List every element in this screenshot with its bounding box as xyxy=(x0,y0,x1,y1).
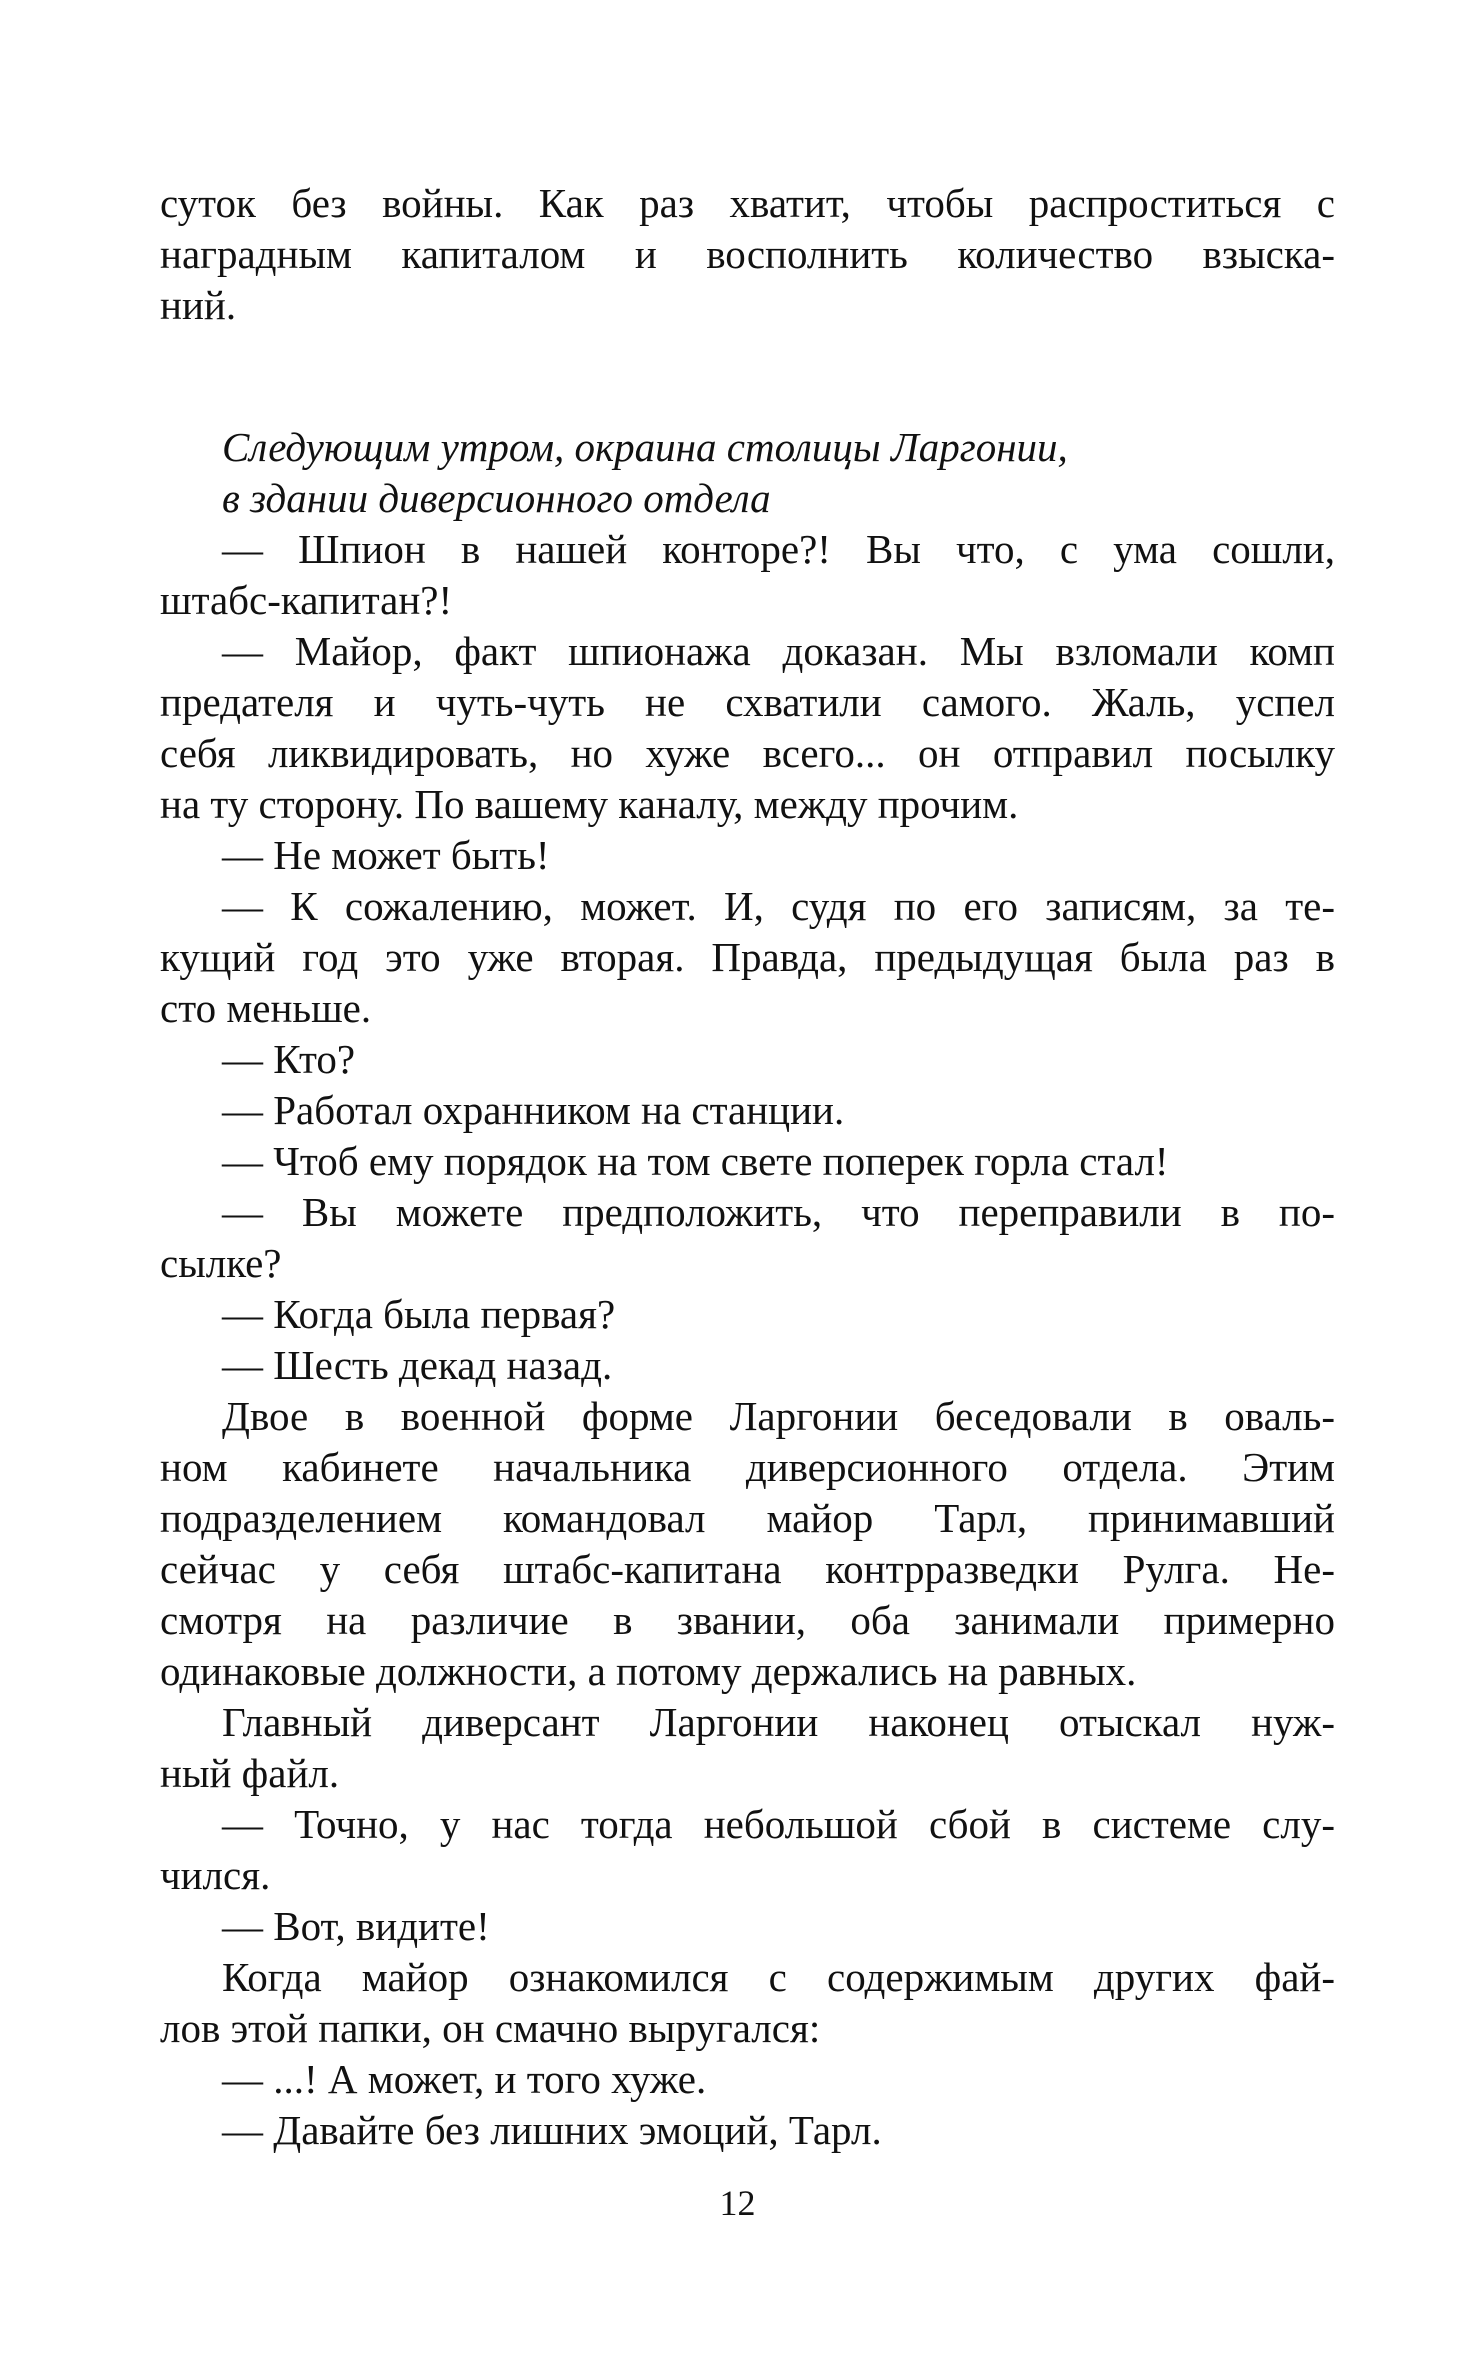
text-line: — Вот, видите! xyxy=(222,1903,490,1949)
text-line: ный файл. xyxy=(160,1750,340,1796)
text-line: — Шесть декад назад. xyxy=(222,1342,613,1388)
text-line: ном кабинете начальника диверсионного отдела. Этим xyxy=(160,1444,1335,1490)
text-line: — Не может быть! xyxy=(222,832,550,878)
text-line: Главный диверсант Ларгонии наконец отыскал нуж- xyxy=(222,1699,1335,1745)
text-line: — Шпион в нашей конторе?! Вы что, с ума сошли, xyxy=(222,526,1335,572)
text-line: подразделением командовал майор Тарл, принимавший xyxy=(160,1495,1335,1541)
section-heading-line: Следующим утром, окраина столицы Ларгонии, xyxy=(222,424,1068,470)
section-heading-line: в здании диверсионного отдела xyxy=(222,475,771,521)
text-line: Двое в военной форме Ларгонии беседовали в оваль- xyxy=(222,1393,1335,1439)
text-line: — ...! А может, и того хуже. xyxy=(222,2056,707,2102)
text-line: — Давайте без лишних эмоций, Тарл. xyxy=(222,2107,882,2153)
text-line: сылке? xyxy=(160,1240,282,1286)
page-text xyxy=(160,178,1335,2156)
text-line: суток без войны. Как раз хватит, чтобы распроститься с xyxy=(160,180,1335,226)
text-line: — Точно, у нас тогда небольшой сбой в системе слу- xyxy=(222,1801,1335,1847)
text-line: одинаковые должности, а потому держались на равных. xyxy=(160,1648,1137,1694)
text-line: себя ликвидировать, но хуже всего... он отправил посылку xyxy=(160,730,1335,776)
text-line: — Вы можете предположить, что переправили в по- xyxy=(222,1189,1335,1235)
text-line: чился. xyxy=(160,1852,271,1898)
text-line: Когда майор ознакомился с содержимым других фай- xyxy=(222,1954,1335,2000)
text-line: сейчас у себя штабс-капитана контрразведки Рулга. Не- xyxy=(160,1546,1335,1592)
text-line: лов этой папки, он смачно выругался: xyxy=(160,2005,821,2051)
page-number: 12 xyxy=(719,2183,756,2223)
text-line: предателя и чуть-чуть не схватили самого. Жаль, успел xyxy=(160,679,1335,725)
text-line: кущий год это уже вторая. Правда, предыдущая была раз в xyxy=(160,934,1335,980)
text-line: — Майор, факт шпионажа доказан. Мы взломали комп xyxy=(222,628,1335,674)
text-line: смотря на различие в звании, оба занимали примерно xyxy=(160,1597,1335,1643)
text-line: наградным капиталом и восполнить количество взыска- xyxy=(160,231,1335,277)
text-line: — Работал охранником на станции. xyxy=(222,1087,845,1133)
text-line: — Кто? xyxy=(222,1036,356,1082)
text-line: — Чтоб ему порядок на том свете поперек горла стал! xyxy=(222,1138,1169,1184)
text-line: штабс-капитан?! xyxy=(160,577,453,623)
text-line: — К сожалению, может. И, судя по его записям, за те- xyxy=(222,883,1335,929)
text-line: — Когда была первая? xyxy=(222,1291,616,1337)
text-line: на ту сторону. По вашему каналу, между прочим. xyxy=(160,781,1019,827)
text-line: сто меньше. xyxy=(160,985,372,1031)
text-line: ний. xyxy=(160,282,237,328)
